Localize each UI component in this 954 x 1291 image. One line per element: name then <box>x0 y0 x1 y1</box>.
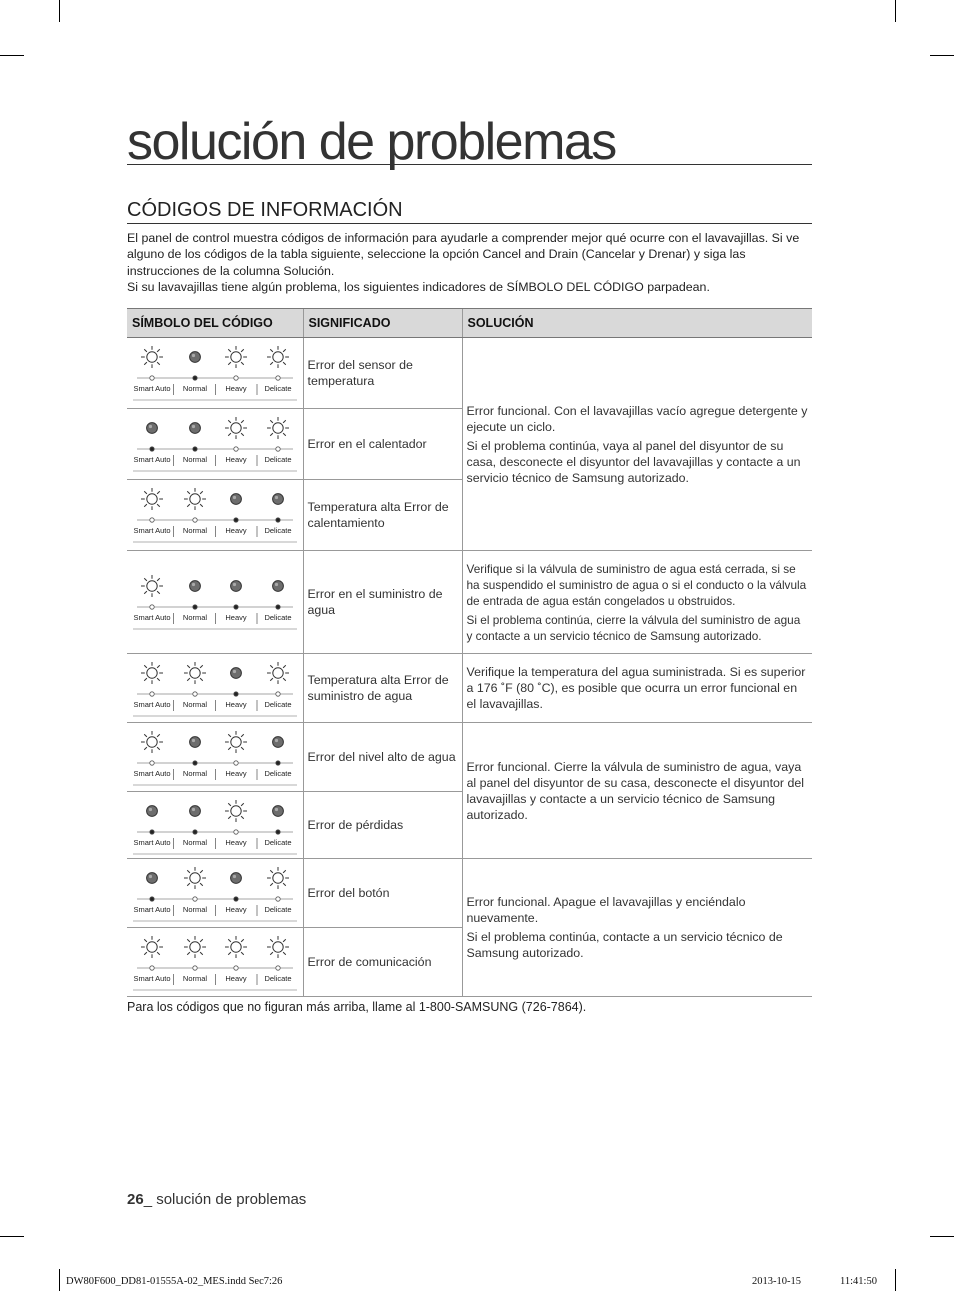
meaning-cell: Error en el suministro de agua <box>303 551 462 654</box>
dot-empty-icon <box>193 897 197 901</box>
page-footer <box>127 1191 306 1208</box>
indicator-panel-icon <box>127 409 303 479</box>
cycle-label: Normal <box>182 700 208 709</box>
cycle-label: Normal <box>182 769 208 778</box>
lit-lamp-icon <box>273 494 284 505</box>
footer-note: Para los códigos que no figuran más arriba, llame al 1-800-SAMSUNG (726-7864). <box>127 1000 587 1014</box>
cycle-label: Normal <box>182 455 208 464</box>
lit-lamp-icon <box>273 581 284 592</box>
dot-empty-icon <box>193 692 197 696</box>
meaning-cell: Error en el calentador <box>303 409 462 480</box>
cycle-label: Delicate <box>264 700 292 709</box>
crop-mark <box>0 1236 24 1237</box>
lit-lamp-icon <box>190 352 201 363</box>
lit-lamp-icon <box>190 737 201 748</box>
blinking-lamp-icon <box>267 867 289 889</box>
dot-empty-icon <box>234 830 238 834</box>
dot-empty-icon <box>150 692 154 696</box>
blinking-lamp-icon <box>141 346 163 368</box>
dot-filled-icon <box>193 376 197 380</box>
crop-mark <box>59 0 60 22</box>
solution-cell <box>462 723 812 859</box>
solution-paragraph: Error funcional. Cierre la válvula de suministro de agua, vaya al panel del disyuntor de su casa, desconecte el disyuntor del lavavajillas y contacte a un servicio técnico de Samsung autorizado. <box>466 759 805 822</box>
header-meaning: SIGNIFICADO <box>303 309 462 338</box>
dot-empty-icon <box>276 966 280 970</box>
page-footer-text: _ solución de problemas <box>143 1191 307 1208</box>
dot-filled-icon <box>234 518 238 522</box>
crop-mark <box>895 0 896 22</box>
intro-paragraph: El panel de control muestra códigos de información para ayudarle a comprender mejor qué ocurre con el lavavajillas. Si ve alguno de los códigos de la tabla siguiente, seleccione la opción Cancel and Drain (Cancelar y Drenar) y siga las instrucciones de la columna Solución. <box>127 231 800 278</box>
dot-empty-icon <box>193 518 197 522</box>
section-title: CÓDIGOS DE INFORMACIÓN <box>127 199 403 221</box>
blinking-lamp-icon <box>141 575 163 597</box>
dot-filled-icon <box>150 447 154 451</box>
dot-filled-icon <box>193 605 197 609</box>
indicator-panel-icon <box>127 928 303 996</box>
cycle-label: Normal <box>182 526 208 535</box>
dot-empty-icon <box>276 692 280 696</box>
cycle-label: Smart Auto <box>133 769 171 778</box>
crop-mark <box>59 1269 60 1291</box>
blinking-lamp-icon <box>267 662 289 684</box>
lit-lamp-icon <box>147 873 158 884</box>
blinking-lamp-icon <box>267 936 289 958</box>
cycle-label: Heavy <box>225 905 247 914</box>
solution-paragraph: Si el problema continúa, vaya al panel del disyuntor de su casa, desconecte el disyuntor del lavavajillas y contacte a un servicio técnico de Samsung autorizado. <box>466 438 801 485</box>
cycle-label: Delicate <box>264 613 292 622</box>
dot-empty-icon <box>276 897 280 901</box>
cycle-label: Normal <box>182 838 208 847</box>
blinking-lamp-icon <box>184 936 206 958</box>
dot-empty-icon <box>234 966 238 970</box>
indicator-panel-icon <box>127 723 303 791</box>
lit-lamp-icon <box>147 423 158 434</box>
cycle-label: Smart Auto <box>133 613 171 622</box>
print-slug-time: 11:41:50 <box>840 1276 877 1287</box>
blinking-lamp-icon <box>141 488 163 510</box>
dot-empty-icon <box>150 761 154 765</box>
dot-filled-icon <box>150 830 154 834</box>
cycle-label: Heavy <box>225 700 247 709</box>
lit-lamp-icon <box>273 806 284 817</box>
blinking-lamp-icon <box>225 800 247 822</box>
solution-paragraph: Verifique si la válvula de suministro de agua está cerrada, si se ha suspendido el suministro de agua o si el conducto o la válvula de entrada de agua están congelados u obstruidos. <box>466 561 807 608</box>
dot-empty-icon <box>150 605 154 609</box>
code-symbol-cell <box>127 928 303 997</box>
lit-lamp-icon <box>231 873 242 884</box>
lit-lamp-icon <box>190 423 201 434</box>
lit-lamp-icon <box>231 668 242 679</box>
meaning-cell: Temperatura alta Error de suministro de agua <box>303 654 462 723</box>
dot-filled-icon <box>234 605 238 609</box>
dot-empty-icon <box>234 376 238 380</box>
lit-lamp-icon <box>231 581 242 592</box>
code-symbol-cell <box>127 551 303 654</box>
blinking-lamp-icon <box>141 936 163 958</box>
dot-empty-icon <box>193 966 197 970</box>
table-row <box>127 654 812 723</box>
dot-filled-icon <box>276 605 280 609</box>
cycle-label: Heavy <box>225 974 247 983</box>
dot-filled-icon <box>193 761 197 765</box>
cycle-label: Normal <box>182 974 208 983</box>
dot-empty-icon <box>234 447 238 451</box>
lit-lamp-icon <box>190 806 201 817</box>
print-slug-file: DW80F600_DD81-01555A-02_MES.indd Sec7:26 <box>66 1276 283 1287</box>
header-solution: SOLUCIÓN <box>462 309 812 338</box>
intro-text <box>127 230 817 295</box>
meaning-cell: Error de pérdidas <box>303 792 462 859</box>
lit-lamp-icon <box>147 806 158 817</box>
cycle-label: Normal <box>182 613 208 622</box>
solution-paragraph: Error funcional. Apague el lavavajillas y enciéndalo nuevamente. <box>466 895 746 925</box>
dot-filled-icon <box>276 518 280 522</box>
indicator-panel-icon <box>127 338 303 408</box>
page-number: 26 <box>127 1191 144 1208</box>
blinking-lamp-icon <box>267 346 289 368</box>
code-symbol-cell <box>127 654 303 723</box>
crop-mark <box>930 1236 954 1237</box>
cycle-label: Delicate <box>264 526 292 535</box>
blinking-lamp-icon <box>184 867 206 889</box>
cycle-label: Smart Auto <box>133 455 171 464</box>
indicator-panel-icon <box>127 480 303 550</box>
cycle-label: Delicate <box>264 384 292 393</box>
title-rule <box>127 164 812 165</box>
cycle-label: Heavy <box>225 613 247 622</box>
cycle-label: Smart Auto <box>133 838 171 847</box>
cycle-label: Smart Auto <box>133 526 171 535</box>
solution-paragraph: Verifique la temperatura del agua suministrada. Si es superior a 176 ˚F (80 ˚C), es posible que ocurra un error funcional en el lavavajillas. <box>466 665 806 711</box>
dot-empty-icon <box>276 376 280 380</box>
blinking-lamp-icon <box>141 731 163 753</box>
solution-paragraph: Error funcional. Con el lavavajillas vacío agregue detergente y ejecute un ciclo. <box>466 403 808 434</box>
cycle-label: Heavy <box>225 838 247 847</box>
solution-cell <box>462 551 812 654</box>
code-symbol-cell <box>127 480 303 551</box>
dot-empty-icon <box>234 761 238 765</box>
solution-paragraph: Si el problema continúa, contacte a un servicio técnico de Samsung autorizado. <box>466 930 783 960</box>
blinking-lamp-icon <box>267 417 289 439</box>
blinking-lamp-icon <box>225 346 247 368</box>
dot-filled-icon <box>193 447 197 451</box>
solution-cell <box>462 859 812 997</box>
cycle-label: Heavy <box>225 384 247 393</box>
dot-filled-icon <box>234 692 238 696</box>
dot-empty-icon <box>150 376 154 380</box>
indicator-panel-icon <box>127 567 303 637</box>
solution-paragraph: Si el problema continúa, cierre la válvula del suministro de agua y contacte a un servicio técnico de Samsung autorizado. <box>466 612 801 643</box>
dot-filled-icon <box>276 761 280 765</box>
blinking-lamp-icon <box>141 662 163 684</box>
cycle-label: Normal <box>182 905 208 914</box>
cycle-label: Delicate <box>264 769 292 778</box>
meaning-cell: Error del botón <box>303 859 462 928</box>
table-row <box>127 551 812 654</box>
table-row <box>127 859 812 928</box>
meaning-cell: Error del nivel alto de agua <box>303 723 462 792</box>
cycle-label: Normal <box>182 384 208 393</box>
cycle-label: Smart Auto <box>133 700 171 709</box>
dot-filled-icon <box>150 897 154 901</box>
meaning-cell: Error de comunicación <box>303 928 462 997</box>
indicator-panel-icon <box>127 792 303 858</box>
lit-lamp-icon <box>273 737 284 748</box>
solution-cell <box>462 338 812 551</box>
dot-filled-icon <box>234 897 238 901</box>
code-symbol-cell <box>127 723 303 792</box>
solution-cell <box>462 654 812 723</box>
indicator-panel-icon <box>127 859 303 927</box>
cycle-label: Delicate <box>264 974 292 983</box>
cycle-label: Heavy <box>225 455 247 464</box>
cycle-label: Smart Auto <box>133 384 171 393</box>
cycle-label: Smart Auto <box>133 905 171 914</box>
crop-mark <box>930 55 954 56</box>
lit-lamp-icon <box>231 494 242 505</box>
table-row <box>127 338 812 409</box>
print-slug-date: 2013-10-15 <box>752 1276 801 1287</box>
dot-empty-icon <box>276 447 280 451</box>
table-row <box>127 723 812 792</box>
cycle-label: Delicate <box>264 455 292 464</box>
crop-mark <box>895 1269 896 1291</box>
code-symbol-cell <box>127 409 303 480</box>
intro-paragraph: Si su lavavajillas tiene algún problema, los siguientes indicadores de SÍMBOLO DEL CÓDIGO parpadean. <box>127 279 710 294</box>
dot-filled-icon <box>276 830 280 834</box>
blinking-lamp-icon <box>225 731 247 753</box>
dot-empty-icon <box>150 966 154 970</box>
indicator-panel-icon <box>127 654 303 722</box>
crop-mark <box>0 55 24 56</box>
blinking-lamp-icon <box>225 417 247 439</box>
info-codes-table <box>127 308 812 997</box>
blinking-lamp-icon <box>184 488 206 510</box>
header-symbol: SÍMBOLO DEL CÓDIGO <box>127 309 303 338</box>
cycle-label: Delicate <box>264 838 292 847</box>
code-symbol-cell <box>127 859 303 928</box>
dot-empty-icon <box>150 518 154 522</box>
section-rule <box>127 223 812 224</box>
meaning-cell: Temperatura alta Error de calentamiento <box>303 480 462 551</box>
table-header-row <box>127 309 812 338</box>
cycle-label: Smart Auto <box>133 974 171 983</box>
meaning-cell: Error del sensor de temperatura <box>303 338 462 409</box>
code-symbol-cell <box>127 792 303 859</box>
cycle-label: Heavy <box>225 526 247 535</box>
blinking-lamp-icon <box>184 662 206 684</box>
page-title: solución de problemas <box>127 113 616 171</box>
lit-lamp-icon <box>190 581 201 592</box>
dot-filled-icon <box>193 830 197 834</box>
code-symbol-cell <box>127 338 303 409</box>
cycle-label: Delicate <box>264 905 292 914</box>
cycle-label: Heavy <box>225 769 247 778</box>
blinking-lamp-icon <box>225 936 247 958</box>
